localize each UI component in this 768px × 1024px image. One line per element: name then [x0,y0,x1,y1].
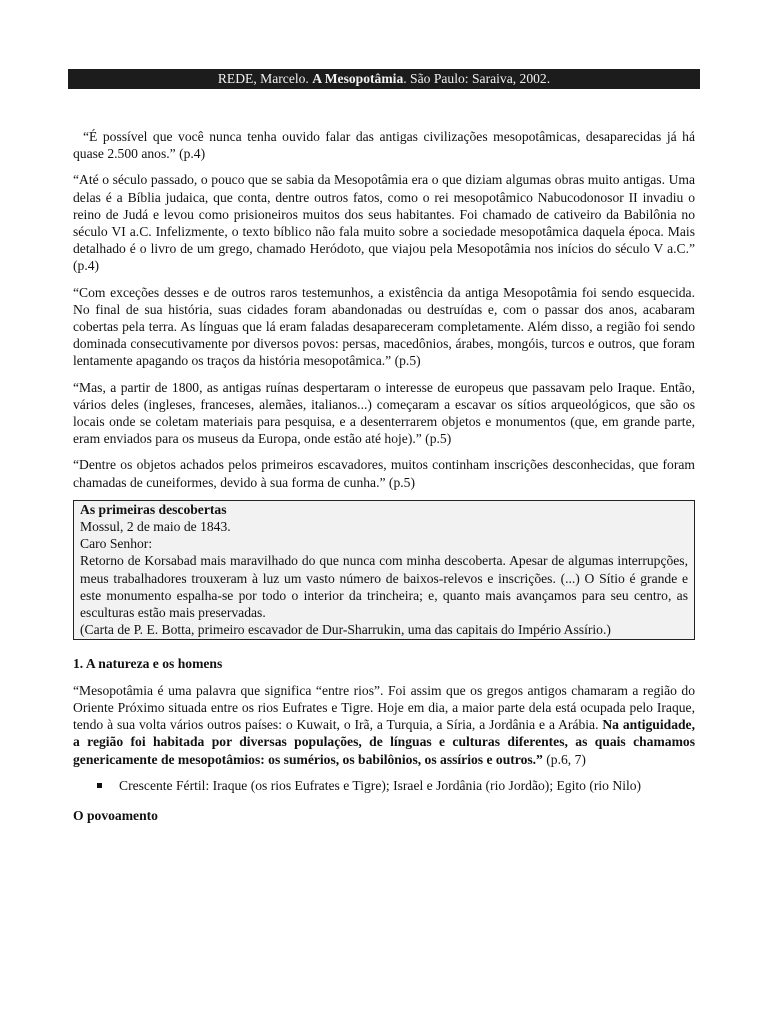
bullet-list [73,777,695,794]
quote-paragraph-3: “Com exceções desses e de outros raros testemunhos, a existência da antiga Mesopotâmia foi sendo esquecida. No final de sua história, suas cidades foram abandonadas ou destruídas e, com o passar dos anos, acabaram cobertas pela terra. As línguas que lá eram faladas desapareceram completamente. Além disso, a região foi sendo dominada consecutivamente por diversos povos: persas, macedônios, árabes, mongóis, turcos e outros, que foram lentamente apagando os traços da história mesopotâmica.” (p.5) [73,284,695,369]
square-bullet-icon [97,783,102,788]
header-title: A Mesopotâmia [312,71,404,86]
box-letter-body: Retorno de Korsabad mais maravilhado do que nunca com minha descoberta. Apesar de algumas interrupções, meus trabalhadores trouxeram à luz um vasto número de baixos-relevos e inscrições. (...) O Sítio é grande e este monumento espalha-se por todo o interior da trincheira; e, quanto mais avançamos para seu centro, as esculturas estão mais preservadas. [80,553,688,621]
list-item [73,777,695,794]
quote-paragraph-4: “Mas, a partir de 1800, as antigas ruínas despertaram o interesse de europeus que passavam pelo Iraque. Então, vários deles (ingleses, franceses, alemães, italianos...) começaram a escavar os sítios arqueológicos, que são os locais onde se coletam materiais para pesquisa, e a desenterrarem objetos e monumentos (que, em grande parte, eram enviados para os museus da Europa, onde estão até hoje).” (p.5) [73,379,695,447]
paragraph-text-start: “Mesopotâmia é uma palavra que significa “entre rios”. Foi assim que os gregos antigos chamaram a região do Oriente Próximo situada entre os rios Eufrates e Tigre. Hoje em dia, a maior parte dela está ocupada pelo Iraque, tendo à sua volta vários outros países: o Kuwait, o Irã, a Turquia, a Síria, a Jordânia e a Arábia. [73,682,695,733]
header-author: REDE, Marcelo. [217,71,309,86]
box-salutation: Caro Senhor: [80,536,153,552]
quote-paragraph-5: “Dentre os objetos achados pelos primeiros escavadores, muitos continham inscrições desconhecidas, que foram chamadas de cuneiformes, devido à sua forma de cunha.” (p.5) [73,457,695,490]
box-date-line: Mossul, 2 de maio de 1843. [80,519,231,535]
section-heading-nature: 1. A natureza e os homens [73,656,223,672]
section-paragraph [73,682,695,768]
quote-paragraph-2: “Até o século passado, o pouco que se sabia da Mesopotâmia era o que diziam algumas obras muito antigas. Uma delas é a Bíblia judaica, que conta, dentre outros fatos, como o rei mesopotâmico Nabucodonosor II invadiu o reino de Judá e levou como prisioneiros muitos dos seus habitantes. Foi chamado de cativeiro da Babilônia no século VI a.C. Infelizmente, o texto bíblico não fala muito sobre a sociedade mesopotâmica daquela época. Mais detalhado é o livro de um grego, chamado Heródoto, que viajou pela Mesopotâmia nos inícios do século V a.C.” (p.4) [73,172,695,274]
quote-paragraph-1: “É possível que você nunca tenha ouvido falar das antigas civilizações mesopotâmicas, desaparecidas já há quase 2.500 anos.” (p.4) [73,129,695,162]
section-heading-settlement: O povoamento [73,807,158,823]
discoveries-box [73,500,695,641]
reference-header [68,69,700,89]
list-item-text: Crescente Fértil: Iraque (os rios Eufrates e Tigre); Israel e Jordânia (rio Jordão); Egito (rio Nilo) [119,777,642,793]
document-body [73,128,695,833]
box-title: As primeiras descobertas [80,501,227,517]
paragraph-bold-text: Na antiguidade, a região foi habitada por diversas populações, de línguas e culturas diferentes, as quais chamamos genericamente de mesopotâmios: os sumérios, os babilônios, os assírios e outros.” [73,717,695,767]
box-citation: (Carta de P. E. Botta, primeiro escavador de Dur-Sharrukin, uma das capitais do Império Assírio.) [80,622,611,638]
paragraph-page-ref: (p.6, 7) [542,751,586,767]
header-publication: . São Paulo: Saraiva, 2002. [403,71,551,86]
